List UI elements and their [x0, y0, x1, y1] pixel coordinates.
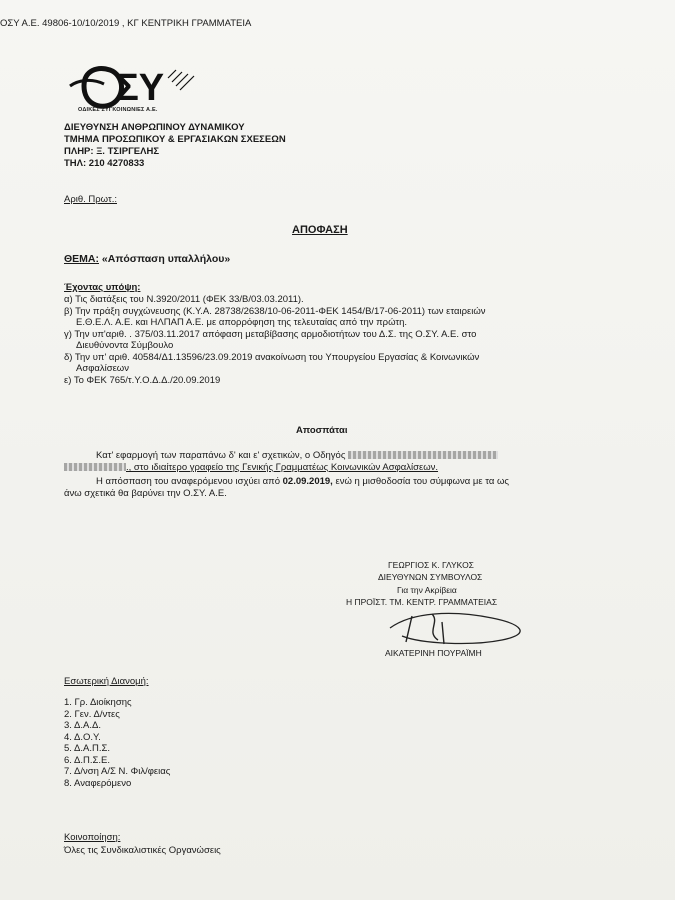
redacted-id — [64, 463, 126, 471]
distribution-item: 4. Δ.Ο.Υ. — [64, 731, 101, 743]
sender-department: ΤΜΗΜΑ ΠΡΟΣΩΠΙΚΟΥ & ΕΡΓΑΣΙΑΚΩΝ ΣΧΕΣΕΩΝ — [64, 134, 286, 145]
sender-contact: ΠΛΗΡ: Ξ. ΤΣΙΡΓΕΛΗΣ — [64, 146, 160, 157]
considering-item-b: β) Την πράξη συγχώνευσης (Κ.Υ.Α. 28738/2638/10-06-2011-ΦΕΚ 1454/Β/17-06-2011) των εταιρειών — [64, 305, 486, 317]
protocol-header: ΟΣΥ Α.Ε. 49806-10/10/2019 , ΚΓ ΚΕΝΤΡΙΚΗ ΓΡΑΜΜΑΤΕΙΑ — [0, 18, 252, 29]
considering-item-c: γ) Την υπ'αριθ. . 375/03.11.2017 απόφαση μεταβίβασης αρμοδιοτήτων του Δ.Σ. της Ο.ΣΥ. Α.Ε. στο — [64, 328, 477, 340]
distribution-item: 3. Δ.Α.Δ. — [64, 720, 101, 731]
subject-text: «Απόσπαση υπαλλήλου» — [101, 253, 231, 265]
internal-distribution-list — [64, 697, 170, 789]
decision-text-3: Η απόσπαση του αναφερόμενου ισχύει από — [96, 476, 280, 487]
distribution-item: 7. Δ/νση Α/Σ Ν. Φιλ/φειας — [64, 766, 171, 777]
signatory-role: ΔΙΕΥΘΥΝΩΝ ΣΥΜΒΟΥΛΟΣ — [378, 572, 483, 582]
distribution-item: 2. Γεν. Δ/ντες — [64, 708, 120, 720]
considering-item-a: α) Τις διατάξεις του Ν.3920/2011 (ΦΕΚ 33/Β/03.03.2011). — [64, 294, 304, 305]
decision-line-4: άνω σχετικά θα βαρύνει την Ο.ΣΥ. Α.Ε. — [64, 488, 227, 499]
distribution-item: 6. Δ.Π.Σ.Ε. — [64, 754, 111, 766]
secretariat-office: Η ΠΡΟΪΣΤ. ΤΜ. ΚΕΝΤΡ. ΓΡΑΜΜΑΤΕΙΑΣ — [346, 597, 498, 607]
notification-recipients: Όλες τις Συνδικαλιστικές Οργανώσεις — [64, 845, 221, 856]
svg-text:ΣΥ: ΣΥ — [116, 67, 165, 109]
subject-line — [64, 253, 230, 265]
distribution-item: 5. Δ.Α.Π.Σ. — [64, 743, 111, 754]
considering-item-c-cont: Διευθύνοντα Σύμβουλο — [76, 340, 174, 351]
considering-list — [64, 294, 486, 386]
considering-item-d-cont: Ασφαλίσεων — [76, 363, 129, 374]
effective-date: 02.09.2019, — [282, 476, 333, 487]
decision-text-4: ενώ η μισθοδοσία του σύμφωνα με τα ως — [335, 476, 509, 487]
signatory-name: ΓΕΩΡΓΙΟΣ Κ. ΓΛΥΚΟΣ — [388, 560, 474, 570]
redacted-name — [348, 451, 498, 459]
decision-line-3 — [96, 476, 509, 488]
decision-text-1: Κατ' εφαρμογή των παραπάνω δ' και ε' σχετικών, ο Οδηγός — [96, 450, 346, 461]
signer-name: ΑΙΚΑΤΕΡΙΝΗ ΠΟΥΡΑΪΜΗ — [385, 648, 482, 658]
certified-copy-label: Για την Ακρίβεια — [397, 585, 457, 595]
document-title: ΑΠΟΦΑΣΗ — [292, 224, 348, 236]
decision-line-1 — [96, 450, 498, 462]
decision-text-2: ., στο ιδιαίτερο γραφείο της Γενικής Γραμματέως Κοινωνικών Ασφαλίσεων. — [126, 462, 439, 473]
sender-directorate: ΔΙΕΥΘΥΝΣΗ ΑΝΘΡΩΠΙΝΟΥ ΔΥΝΑΜΙΚΟΥ — [64, 122, 245, 133]
notification-heading: Κοινοποίηση: — [64, 832, 121, 843]
considering-heading: Έχοντας υπόψη: — [64, 282, 141, 293]
sender-phone: ΤΗΛ: 210 4270833 — [64, 158, 145, 169]
considering-item-d: δ) Την υπ' αριθ. 40584/Δ1.13596/23.09.2019 ανακοίνωση του Υπουργείου Εργασίας & Κοινωνικών — [64, 351, 480, 363]
distribution-item: 8. Αναφερόμενο — [64, 777, 132, 789]
distribution-item: 1. Γρ. Διοίκησης — [64, 697, 132, 708]
decision-line-2 — [64, 462, 438, 474]
logo-subtitle: ΟΔΙΚΕΣ ΣΥΓΚΟΙΝΩΝΙΕΣ Α.Ε. — [78, 107, 158, 113]
handwritten-signature — [382, 608, 542, 648]
protocol-number-label: Αριθ. Πρωτ.: — [64, 194, 117, 205]
considering-item-e: ε) Το ΦΕΚ 765/τ.Υ.Ο.Δ.Δ./20.09.2019 — [64, 374, 221, 386]
internal-distribution-heading: Εσωτερική Διανομή: — [64, 676, 149, 687]
considering-item-b-cont: Ε.Θ.Ε.Λ. Α.Ε. και ΗΛΠΑΠ Α.Ε. με απορρόφηση της τελευταίας από την πρώτη. — [76, 317, 408, 328]
decide-heading: Αποσπάται — [296, 425, 348, 436]
subject-label: ΘΕΜΑ: — [64, 253, 99, 265]
